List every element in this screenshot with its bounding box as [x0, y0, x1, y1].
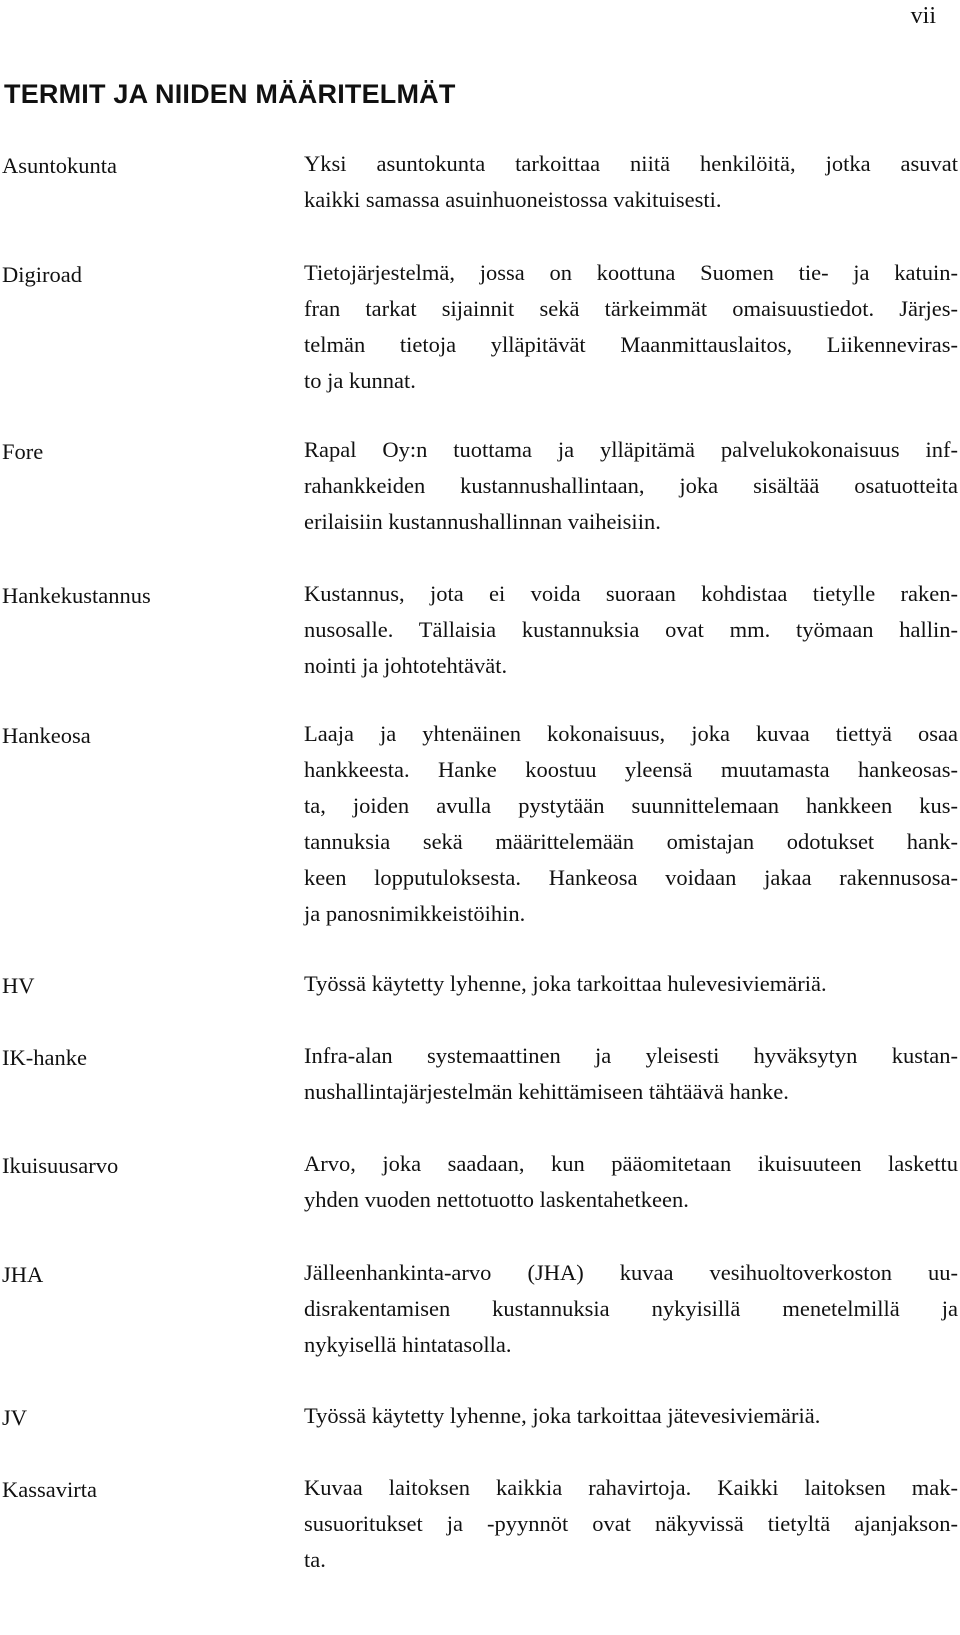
definition-line: tannuksia sekä määrittelemään omistajan odotukset hank- [304, 829, 958, 854]
term-kassavirta: Kassavirta [2, 1477, 97, 1502]
definition-line: Kustannus, jota ei voida suoraan kohdistaa tietylle raken- [304, 581, 958, 606]
page-number: vii [910, 3, 936, 29]
definition-line: ta, joiden avulla pystytään suunnittelemaan hankkeen kus- [304, 793, 958, 818]
definition-line: Laaja ja yhtenäinen kokonaisuus, joka kuvaa tiettyä osaa [304, 721, 958, 746]
term-jha: JHA [2, 1262, 44, 1287]
definition-line: erilaisiin kustannushallinnan vaiheisiin. [304, 509, 661, 534]
definition-fore [304, 432, 958, 540]
definition-jha [304, 1255, 958, 1363]
definition-line: disrakentamisen kustannuksia nykyisillä menetelmillä ja [304, 1296, 958, 1321]
term-ikuisuusarvo: Ikuisuusarvo [2, 1153, 119, 1178]
definition-line: ta. [304, 1547, 326, 1572]
page-title: TERMIT JA NIIDEN MÄÄRITELMÄT [4, 79, 456, 109]
term-hankekustannus: Hankekustannus [2, 583, 151, 608]
term-ik-hanke: IK-hanke [2, 1045, 87, 1070]
term-asuntokunta: Asuntokunta [2, 153, 117, 178]
definition-line: ja panosnimikkeistöihin. [304, 901, 526, 926]
definition-line: kaikki samassa asuinhuoneistossa vakituisesti. [304, 187, 722, 212]
term-hv: HV [2, 973, 35, 998]
definition-line: Kuvaa laitoksen kaikkia rahavirtoja. Kaikki laitoksen mak- [304, 1475, 958, 1500]
definition-hankeosa [304, 716, 958, 932]
definition-line: hankkeesta. Hanke koostuu yleensä muutamasta hankeosas- [304, 757, 958, 782]
definition-line: nykyisellä hintatasolla. [304, 1332, 512, 1357]
definition-line: keen lopputuloksesta. Hankeosa voidaan jakaa rakennusosa- [304, 865, 958, 890]
definition-line: Työssä käytetty lyhenne, joka tarkoittaa hulevesiviemäriä. [304, 971, 827, 996]
definition-line: nointi ja johtotehtävät. [304, 653, 508, 678]
term-hankeosa: Hankeosa [2, 723, 91, 748]
term-fore: Fore [2, 439, 44, 464]
definition-line: rahankkeiden kustannushallintaan, joka sisältää osatuotteita [304, 473, 958, 498]
definition-line: Tietojärjestelmä, jossa on koottuna Suomen tie- ja katuin- [304, 260, 958, 285]
definition-line: telmän tietoja ylläpitävät Maanmittauslaitos, Liikenneviras- [304, 332, 958, 357]
definition-line: nushallintajärjestelmän kehittämiseen tähtäävä hanke. [304, 1079, 789, 1104]
definition-ikuisuusarvo [304, 1146, 958, 1218]
definition-line: Yksi asuntokunta tarkoittaa niitä henkilöitä, jotka asuvat [304, 151, 958, 176]
definition-jv [304, 1398, 958, 1434]
definition-hankekustannus [304, 576, 958, 684]
definition-digiroad [304, 255, 958, 399]
definition-line: Infra-alan systemaattinen ja yleisesti hyväksytyn kustan- [304, 1043, 958, 1068]
definition-line: Rapal Oy:n tuottama ja ylläpitämä palvelukokonaisuus inf- [304, 437, 958, 462]
term-jv: JV [2, 1405, 28, 1430]
definition-hv [304, 966, 958, 1002]
definition-asuntokunta [304, 146, 958, 218]
definition-line: Jälleenhankinta-arvo (JHA) kuvaa vesihuoltoverkoston uu- [304, 1260, 958, 1285]
definition-line: to ja kunnat. [304, 368, 416, 393]
definition-kassavirta [304, 1470, 958, 1578]
definition-line: fran tarkat sijainnit sekä tärkeimmät omaisuustiedot. Järjes- [304, 296, 958, 321]
definition-ik-hanke [304, 1038, 958, 1110]
definition-line: nusosalle. Tällaisia kustannuksia ovat mm. työmaan hallin- [304, 617, 958, 642]
definition-line: susuoritukset ja -pyynnöt ovat näkyvissä tietyltä ajanjakson- [304, 1511, 958, 1536]
term-digiroad: Digiroad [2, 262, 82, 287]
definition-line: Arvo, joka saadaan, kun pääomitetaan ikuisuuteen laskettu [304, 1151, 958, 1176]
definition-line: Työssä käytetty lyhenne, joka tarkoittaa jätevesiviemäriä. [304, 1403, 821, 1428]
definition-line: yhden vuoden nettotuotto laskentahetkeen. [304, 1187, 689, 1212]
